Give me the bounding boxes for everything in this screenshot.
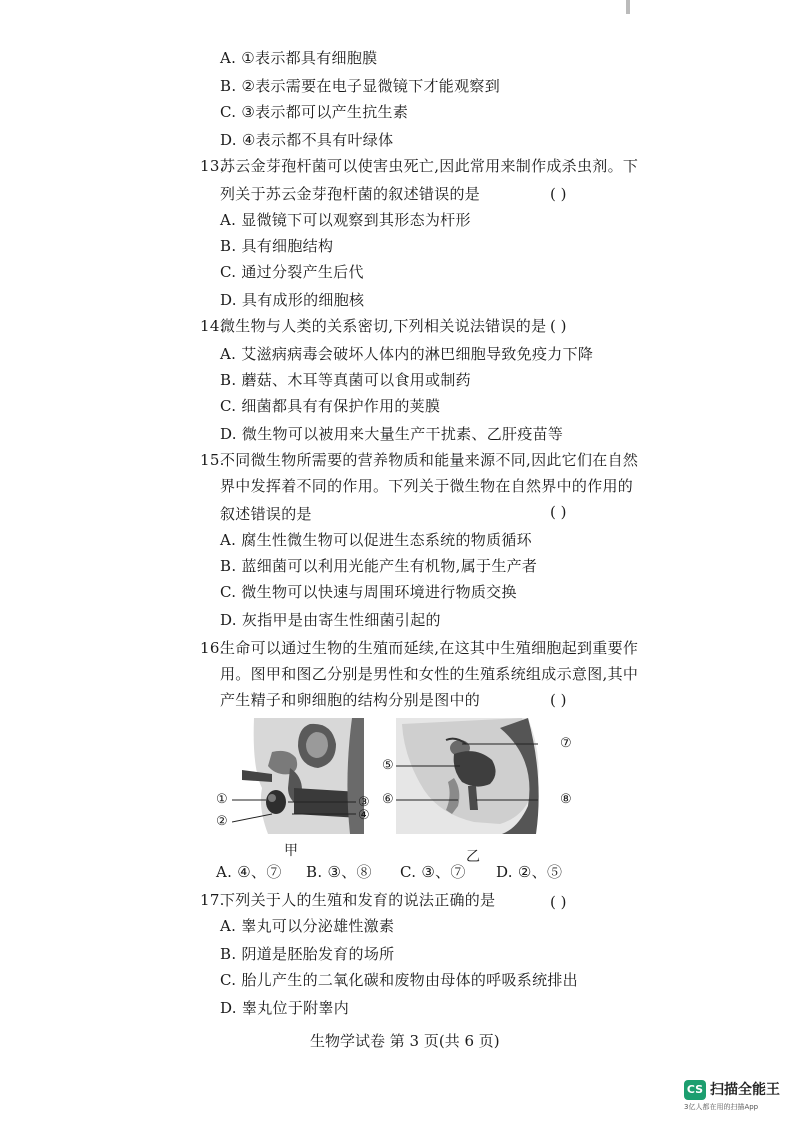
q17-option-b: B. 阴道是胚胎发育的场所 [220,945,395,963]
q12-option-c: C. ③表示都可以产生抗生素 [220,103,409,121]
q17-number: 17. [200,891,225,909]
q13-option-d: D. 具有成形的细胞核 [220,291,365,309]
q12-option-d: D. ④表示都不具有叶绿体 [220,131,394,149]
camscanner-watermark [684,1078,784,1118]
q16-option-d: D. ②、⑤ [496,863,563,881]
fig-label-4: ④ [358,808,370,823]
q12-option-b: B. ②表示需要在电子显微镜下才能观察到 [220,77,501,95]
q14-option-a: A. 艾滋病病毒会破坏人体内的淋巴细胞导致免疫力下降 [220,345,594,363]
q15-option-a: A. 腐生性微生物可以促进生态系统的物质循环 [220,531,532,549]
q14-number: 14. [200,317,225,335]
q17-answer-paren: ( ) [550,893,567,911]
q13-stem-line-1: 苏云金芽孢杆菌可以使害虫死亡,因此常用来制作成杀虫剂。下 [220,157,639,175]
q14-option-b: B. 蘑菇、木耳等真菌可以食用或制药 [220,371,471,389]
q16-option-a: A. ④、⑦ [216,863,282,881]
q13-option-b: B. 具有细胞结构 [220,237,334,255]
q14-option-d: D. 微生物可以被用来大量生产干扰素、乙肝疫苗等 [220,425,564,443]
q12-option-a: A. ①表示都具有细胞膜 [220,49,378,67]
q13-stem-line-2: 列关于苏云金芽孢杆菌的叙述错误的是 [220,185,481,203]
fig-label-2: ② [216,814,228,829]
q17-option-d: D. 睾丸位于附睾内 [220,999,350,1017]
q16-stem-line-2: 用。图甲和图乙分别是男性和女性的生殖系统组成示意图,其中 [220,665,639,683]
q14-option-c: C. 细菌都具有有保护作用的荚膜 [220,397,441,415]
q13-number: 13. [200,157,225,175]
q15-option-b: B. 蓝细菌可以利用光能产生有机物,属于生产者 [220,557,538,575]
fig-label-1: ① [216,792,228,807]
q15-stem-line-3: 叙述错误的是 [220,505,312,523]
q17-option-a: A. 睾丸可以分泌雄性激素 [220,917,395,935]
figure-caption-yi: 乙 [466,849,480,865]
page-footer: 生物学试卷 第 3 页(共 6 页) [310,1032,500,1050]
q16-number: 16. [200,639,225,657]
q13-option-c: C. 通过分裂产生后代 [220,263,364,281]
q15-option-d: D. 灰指甲是由寄生性细菌引起的 [220,611,441,629]
q14-stem-line-1: 微生物与人类的关系密切,下列相关说法错误的是 [220,317,547,335]
q16-answer-paren: ( ) [550,691,567,709]
q16-stem-line-3: 产生精子和卵细胞的结构分别是图中的 [220,691,481,709]
figure-caption-jia: 甲 [284,843,298,859]
q16-option-b: B. ③、⑧ [306,863,372,881]
q15-answer-paren: ( ) [550,503,567,521]
fig-label-8: ⑧ [560,792,572,807]
fig-label-3: ③ [358,795,370,810]
q13-option-a: A. 显微镜下可以观察到其形态为杆形 [220,211,471,229]
fig-label-6: ⑥ [382,792,394,807]
q16-stem-line-1: 生命可以通过生物的生殖而延续,在这其中生殖细胞起到重要作 [220,639,639,657]
fig-label-5: ⑤ [382,758,394,773]
camscanner-slogan: 3亿人都在用的扫描App [684,1103,759,1111]
q14-answer-paren: ( ) [550,317,567,335]
fig-label-7: ⑦ [560,736,572,751]
figure-female-reproductive-system [396,718,544,834]
q15-stem-line-2: 界中发挥着不同的作用。下列关于微生物在自然界中的作用的 [220,477,634,495]
camscanner-logo-icon: CS [684,1080,706,1100]
q15-stem-line-1: 不同微生物所需要的营养物质和能量来源不同,因此它们在自然 [220,451,639,469]
camscanner-name: 扫描全能王 [710,1082,780,1098]
q16-option-c: C. ③、⑦ [400,863,466,881]
q13-answer-paren: ( ) [550,185,567,203]
scan-mark [626,0,630,14]
q15-option-c: C. 微生物可以快速与周围环境进行物质交换 [220,583,517,601]
q17-option-c: C. 胎儿产生的二氧化碳和废物由母体的呼吸系统排出 [220,971,578,989]
q15-number: 15. [200,451,225,469]
q17-stem-line-1: 下列关于人的生殖和发育的说法正确的是 [220,891,496,909]
